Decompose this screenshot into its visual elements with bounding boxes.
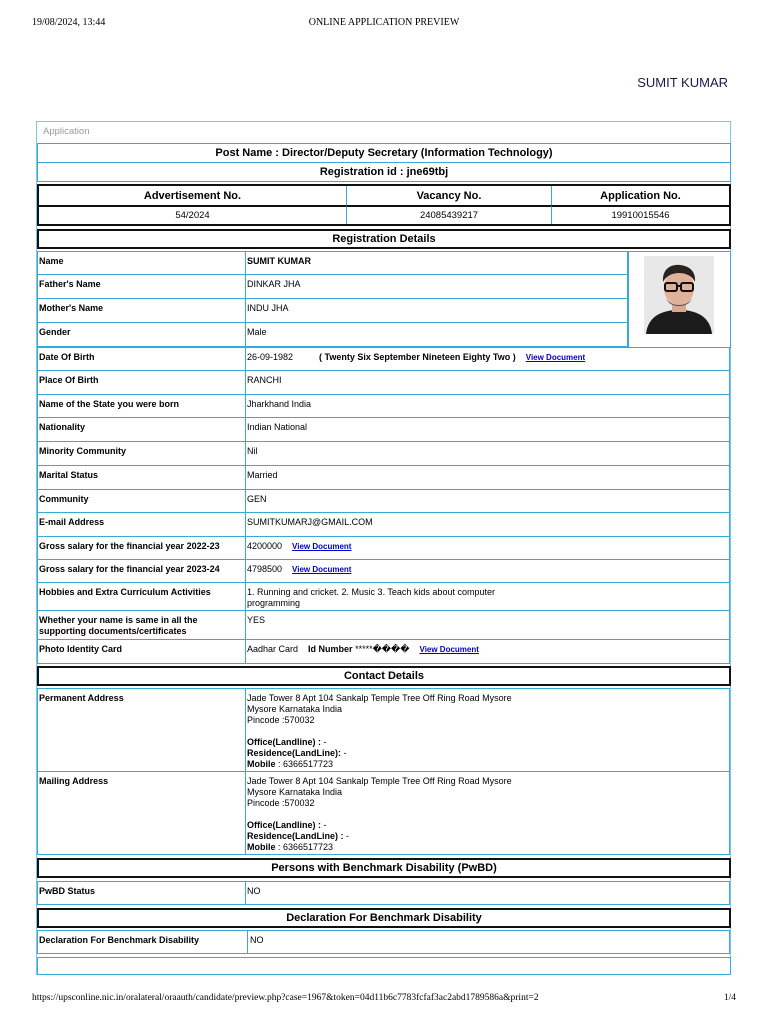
field-label: Permanent Address: [39, 693, 124, 703]
photo-id-card-row: [37, 640, 730, 664]
hobbies-row: [37, 583, 730, 611]
field-label: Mother's Name: [39, 303, 104, 313]
id-card-type: Aadhar Card: [247, 644, 299, 654]
field-label: Mailing Address: [39, 776, 109, 786]
field-label: E-mail Address: [39, 517, 105, 527]
field-value: 1. Running and cricket. 2. Music 3. Teach kids about computer programming: [247, 587, 495, 608]
address-line: Jade Tower 8 Apt 104 Sankalp Temple Tree Off Ring Road Mysore: [247, 776, 512, 786]
field-label: Declaration For Benchmark Disability: [39, 935, 200, 945]
mobile-label: Mobile: [247, 759, 276, 769]
address-line: Mysore Karnataka India: [247, 704, 343, 714]
minority-community-row: [37, 442, 730, 466]
field-value: NO: [250, 935, 264, 945]
field-label: Minority Community: [39, 446, 126, 456]
field-value: RANCHI: [247, 375, 282, 385]
salary-value: 4798500: [247, 564, 283, 574]
field-label: Nationality: [39, 422, 86, 432]
mothers-name-row: [37, 299, 628, 323]
community-row: [37, 490, 730, 513]
dob-in-words: ( Twenty Six September Nineteen Eighty Two ): [319, 352, 516, 362]
field-label: Name: [39, 256, 64, 266]
field-label: Community: [39, 494, 89, 504]
field-label: Place Of Birth: [39, 375, 99, 385]
residence-landline-label: Residence(LandLine) :: [247, 831, 344, 841]
print-title: ONLINE APPLICATION PREVIEW: [308, 17, 460, 28]
contact-details-heading: Contact Details: [37, 666, 731, 686]
field-label: Hobbies and Extra Curriculum Activities: [39, 587, 211, 597]
address-line: Mysore Karnataka India: [247, 787, 343, 797]
marital-status-row: [37, 466, 730, 490]
residence-landline-value: -: [343, 831, 350, 841]
residence-landline-value: -: [341, 748, 347, 758]
pincode: Pincode :570032: [247, 715, 315, 725]
salary-2022-23-row: [37, 537, 730, 560]
pwbd-heading: Persons with Benchmark Disability (PwBD): [37, 858, 731, 878]
id-card-view-document-link[interactable]: View Document: [419, 645, 479, 654]
declaration-heading: Declaration For Benchmark Disability: [37, 908, 731, 928]
salary-2022-23-view-document-link[interactable]: View Document: [292, 542, 352, 551]
candidate-photo: [644, 256, 714, 334]
registration-details-heading: Registration Details: [37, 229, 731, 249]
mobile-value: : 6366517723: [275, 759, 334, 769]
office-landline-label: Office(Landline) :: [247, 737, 321, 747]
dob-view-document-link[interactable]: View Document: [525, 353, 586, 362]
field-value: Male: [247, 327, 267, 337]
field-value: Married: [247, 470, 278, 480]
field-label: PwBD Status: [39, 886, 96, 896]
nationality-row: [37, 418, 730, 442]
field-label: Photo Identity Card: [39, 644, 122, 654]
address-line: Jade Tower 8 Apt 104 Sankalp Temple Tree Off Ring Road Mysore: [247, 693, 512, 703]
pwbd-status-row: [37, 881, 730, 905]
field-value: SUMITKUMARJ@GMAIL.COM: [247, 517, 373, 527]
name-value: SUMIT KUMAR: [247, 256, 311, 266]
advertisement-table: [37, 184, 731, 226]
application-no-header: Application No.: [600, 189, 681, 202]
field-label: Father's Name: [39, 279, 101, 289]
photo-cell: [628, 251, 731, 348]
date-of-birth-row: [37, 347, 730, 371]
field-value: Nil: [247, 446, 258, 456]
print-date: 19/08/2024, 13:44: [32, 17, 106, 28]
dob-value: 26-09-1982: [247, 352, 294, 362]
residence-landline-label: Residence(LandLine):: [247, 748, 342, 758]
field-value: INDU JHA: [247, 303, 289, 313]
fathers-name-row: [37, 275, 628, 299]
permanent-address-row: [37, 688, 730, 772]
field-label: Date Of Birth: [39, 352, 95, 362]
vacancy-no-value: 24085439217: [347, 205, 552, 224]
office-landline-label: Office(Landline) :: [247, 820, 321, 830]
declaration-row: [37, 930, 730, 954]
field-label: Marital Status: [39, 470, 99, 480]
page-number: 1/4: [723, 993, 736, 1003]
application-tab[interactable]: Application: [43, 126, 90, 137]
name-row: [37, 251, 628, 275]
registration-id: Registration id : jne69tbj: [37, 162, 731, 182]
candidate-name-header: SUMIT KUMAR: [637, 75, 728, 90]
state-born-row: [37, 395, 730, 418]
id-number-value: *****����: [355, 644, 410, 654]
field-value: DINKAR JHA: [247, 279, 301, 289]
advertisement-no-header: Advertisement No.: [39, 186, 347, 205]
field-label: Name of the State you were born: [39, 399, 180, 409]
office-landline-value: -: [321, 820, 327, 830]
field-label: Gross salary for the financial year 2023-24: [39, 564, 220, 574]
pincode: Pincode :570032: [247, 798, 315, 808]
mailing-address-row: [37, 772, 730, 855]
field-label: Gross salary for the financial year 2022-23: [39, 541, 220, 551]
application-no-value: 19910015546: [552, 205, 729, 224]
field-value: YES: [247, 615, 266, 625]
id-number-label: Id Number: [308, 644, 353, 654]
mobile-label: Mobile: [247, 842, 276, 852]
field-value: GEN: [247, 494, 267, 504]
salary-2023-24-view-document-link[interactable]: View Document: [292, 565, 352, 574]
salary-value: 4200000: [247, 541, 283, 551]
email-row: [37, 513, 730, 537]
salary-2023-24-row: [37, 560, 730, 583]
field-label: Gender: [39, 327, 71, 337]
field-value: Jharkhand India: [247, 399, 312, 409]
office-landline-value: -: [321, 737, 327, 747]
place-of-birth-row: [37, 371, 730, 395]
post-name: Post Name : Director/Deputy Secretary (Information Technology): [37, 143, 731, 163]
field-value: NO: [247, 886, 261, 896]
gender-row: [37, 323, 628, 347]
footer-url: https://upsconline.nic.in/oralateral/oraauth/candidate/preview.php?case=1967&token=04d11b6c7783fcfaf3ac2abd1789586a&print=2: [32, 993, 539, 1003]
empty-row: [37, 957, 731, 975]
field-label: Whether your name is same in all the supporting documents/certificates: [39, 615, 198, 636]
vacancy-no-header: Vacancy No.: [347, 186, 552, 205]
name-same-row: [37, 611, 730, 640]
field-value: Indian National: [247, 422, 308, 432]
mobile-value: : 6366517723: [275, 842, 334, 852]
advertisement-no-value: 54/2024: [39, 205, 347, 224]
